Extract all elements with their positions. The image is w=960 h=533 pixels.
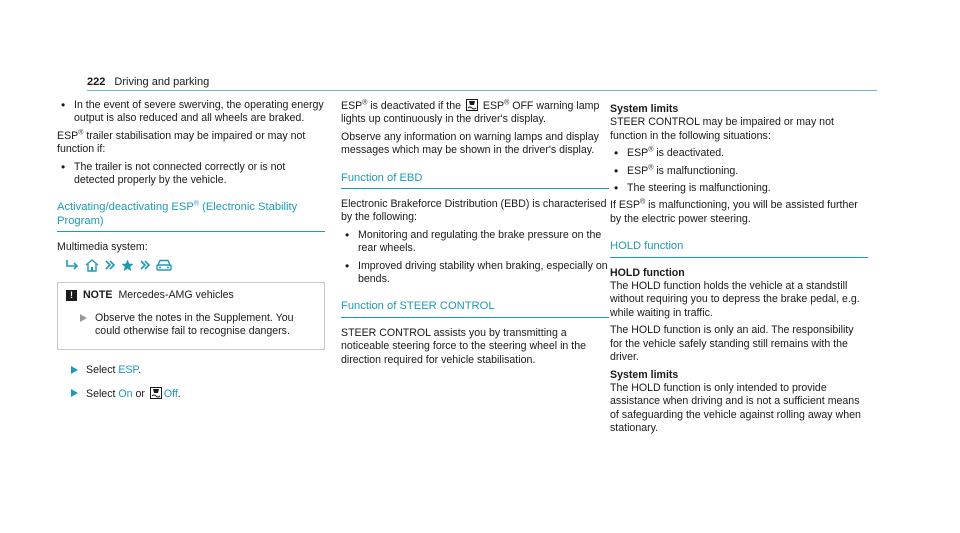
list-item: • In the event of severe swerving, the operating energy output is also reduced and all wheels are braked.: [57, 99, 325, 126]
page-header: [87, 76, 209, 89]
section-title-steer-control: Function of STEER CONTROL: [341, 300, 609, 317]
list-item: • The trailer is not connected correctly or is not detected properly by the vehicle.: [57, 161, 325, 188]
list-item: • ESP® is deactivated.: [610, 147, 868, 160]
enter-arrow-icon: [65, 259, 79, 271]
trailer-intro: ESP® trailer stabilisation may be impaired or may not function if:: [57, 129, 306, 156]
double-chevron-icon: [140, 260, 150, 270]
menu-path: [65, 259, 325, 272]
step-arrow-icon: [71, 366, 78, 374]
star-icon[interactable]: [121, 259, 134, 272]
system-limits-title-2: System limits: [610, 368, 679, 381]
column-middle: [341, 99, 609, 371]
hold-limits-text: The HOLD function is only intended to provide assistance when driving and is not a sufficient means of safeguarding the vehicle against rolling away when stationary.: [610, 381, 861, 435]
step-arrow-icon: [80, 314, 87, 322]
list-item: • ESP® is malfunctioning.: [610, 165, 868, 178]
section-title-hold: HOLD function: [610, 240, 868, 257]
esp-off-icon: [150, 387, 162, 399]
section-title-esp: Activating/deactivating ESP® (Electronic Stability Program): [57, 201, 325, 232]
step-arrow-icon: [71, 389, 78, 397]
double-chevron-icon: [105, 260, 115, 270]
esp-off-warning-icon: [466, 99, 478, 111]
list-item: • The steering is malfunctioning.: [610, 182, 868, 195]
steer-text: STEER CONTROL assists you by transmitting a noticeable steering force to the steering wheel in the direction required for vehicle stabilisation.: [341, 326, 586, 366]
esp-deactivated-text: ESP® is deactivated if the ESP® OFF warning lamp lights up continuously in the driver's display.: [341, 99, 600, 126]
observe-text: Observe any information on warning lamps and display messages which may be shown in the driver's display.: [341, 130, 599, 157]
multimedia-label: Multimedia system:: [57, 241, 148, 254]
step-select-on-off: Select On or Off.: [57, 387, 325, 401]
section-title-ebd: Function of EBD: [341, 172, 609, 189]
note-box: [57, 282, 325, 350]
off-option[interactable]: Off: [163, 388, 178, 401]
column-right: [610, 99, 868, 440]
column-left: [57, 99, 325, 412]
system-limits-title: System limits: [610, 103, 679, 115]
note-icon: !: [66, 290, 77, 301]
esp-menu-item[interactable]: ESP: [118, 363, 139, 376]
page-number: 222: [87, 76, 106, 88]
list-item: • Improved driving stability when braking, especially on bends.: [341, 260, 609, 287]
hold-text-1: The HOLD function holds the vehicle at a standstill without requiring you to depress the brake pedal, e.g. while waiting in traffic.: [610, 280, 860, 319]
hold-text-2: The HOLD function is only an aid. The responsibility for the vehicle safely standing still remains with the driver.: [610, 324, 854, 364]
on-option[interactable]: On: [118, 388, 133, 401]
malfunction-text: If ESP® is malfunctioning, you will be assisted further by the electric power steering.: [610, 198, 858, 225]
step-select-esp: Select ESP.: [57, 364, 325, 377]
home-icon[interactable]: [85, 259, 99, 272]
note-text: Observe the notes in the Supplement. You could otherwise fail to recognise dangers.: [95, 312, 294, 338]
section-name: Driving and parking: [114, 76, 210, 88]
hold-subtitle: HOLD function: [610, 266, 685, 279]
note-label: NOTE: [83, 288, 113, 301]
ebd-text: Electronic Brakeforce Distribution (EBD) is characterised by the following:: [341, 198, 607, 224]
header-rule: [87, 90, 877, 91]
note-title: Mercedes-AMG vehicles: [118, 288, 234, 301]
limits-text: STEER CONTROL may be impaired or may not function in the following situations:: [610, 116, 834, 142]
list-item: • Monitoring and regulating the brake pressure on the rear wheels.: [341, 229, 609, 256]
car-icon[interactable]: [156, 259, 172, 272]
